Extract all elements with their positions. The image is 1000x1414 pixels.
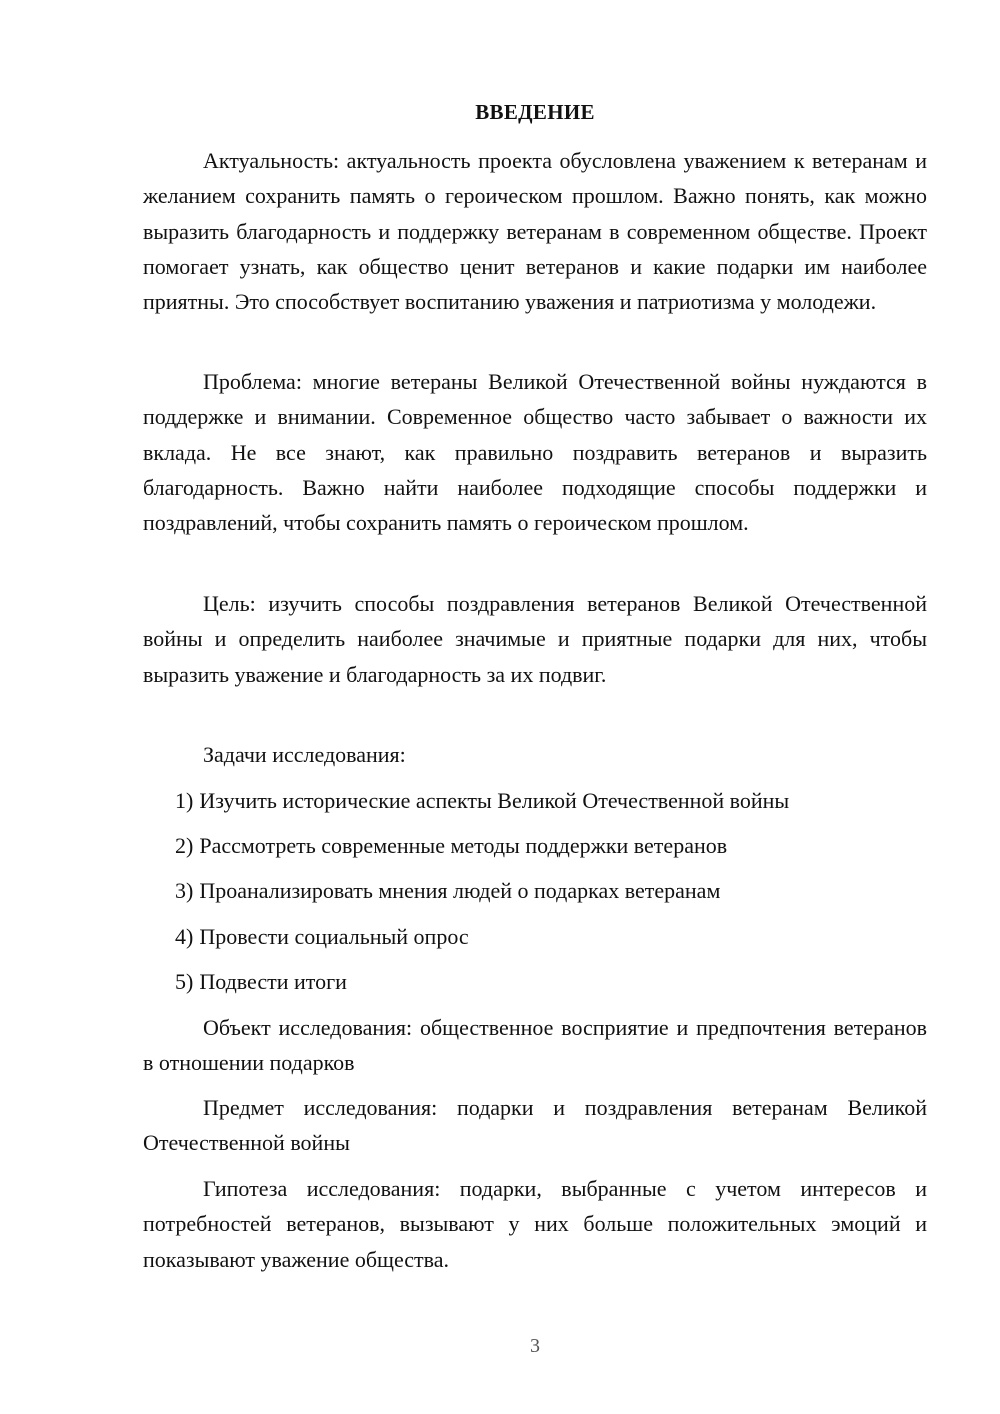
paragraph-object: Объект исследования: общественное восприятие и предпочтения ветеранов в отношении подарков [143, 1015, 927, 1076]
list-item-text: Подвести итоги [199, 969, 347, 994]
list-item-text: Провести социальный опрос [199, 924, 469, 949]
list-item-text: Рассмотреть современные методы поддержки ветеранов [199, 833, 728, 858]
list-item [175, 831, 925, 861]
page-title: ВВЕДЕНИЕ [475, 100, 595, 124]
list-item-number: 1) [175, 788, 194, 813]
list-item [175, 967, 925, 997]
paragraph-problem: Проблема: многие ветераны Великой Отечественной войны нуждаются в поддержке и внимании. Современное общество часто забывает о важности их вклада. Не все знают, как правильно поздравить ветеранов и выразить благодарность. Важно найти наиболее подходящие способы поддержки и поздравлений, чтобы сохранить память о героическом прошлом. [143, 369, 927, 536]
list-item [175, 922, 925, 952]
list-item-number: 4) [175, 924, 194, 949]
list-item-number: 5) [175, 969, 194, 994]
paragraph-goal: Цель: изучить способы поздравления ветеранов Великой Отечественной войны и определить наиболее значимые и приятные подарки для них, чтобы выразить уважение и благодарность за их подвиг. [143, 591, 927, 687]
tasks-heading: Задачи исследования: [203, 742, 406, 767]
list-item-number: 2) [175, 833, 194, 858]
paragraph-relevance: Актуальность: актуальность проекта обусловлена уважением к ветеранам и желанием сохранить память о героическом прошлом. Важно понять, как можно выразить благодарность и поддержку ветеранам в современном обществе. Проект помогает узнать, как общество ценит ветеранов и какие подарки им наиболее приятны. Это способствует воспитанию уважения и патриотизма у молодежи. [143, 148, 927, 315]
paragraph-subject: Предмет исследования: подарки и поздравления ветеранам Великой Отечественной войны [143, 1095, 927, 1156]
list-item [175, 786, 925, 816]
list-item-text: Проанализировать мнения людей о подарках ветеранам [199, 878, 721, 903]
list-item-text: Изучить исторические аспекты Великой Отечественной войны [199, 788, 790, 813]
list-item-number: 3) [175, 878, 194, 903]
page-number: 3 [530, 1335, 540, 1357]
paragraph-hypothesis: Гипотеза исследования: подарки, выбранные с учетом интересов и потребностей ветеранов, вызывают у них больше положительных эмоций и показывают уважение общества. [143, 1176, 927, 1272]
list-item [175, 876, 925, 906]
